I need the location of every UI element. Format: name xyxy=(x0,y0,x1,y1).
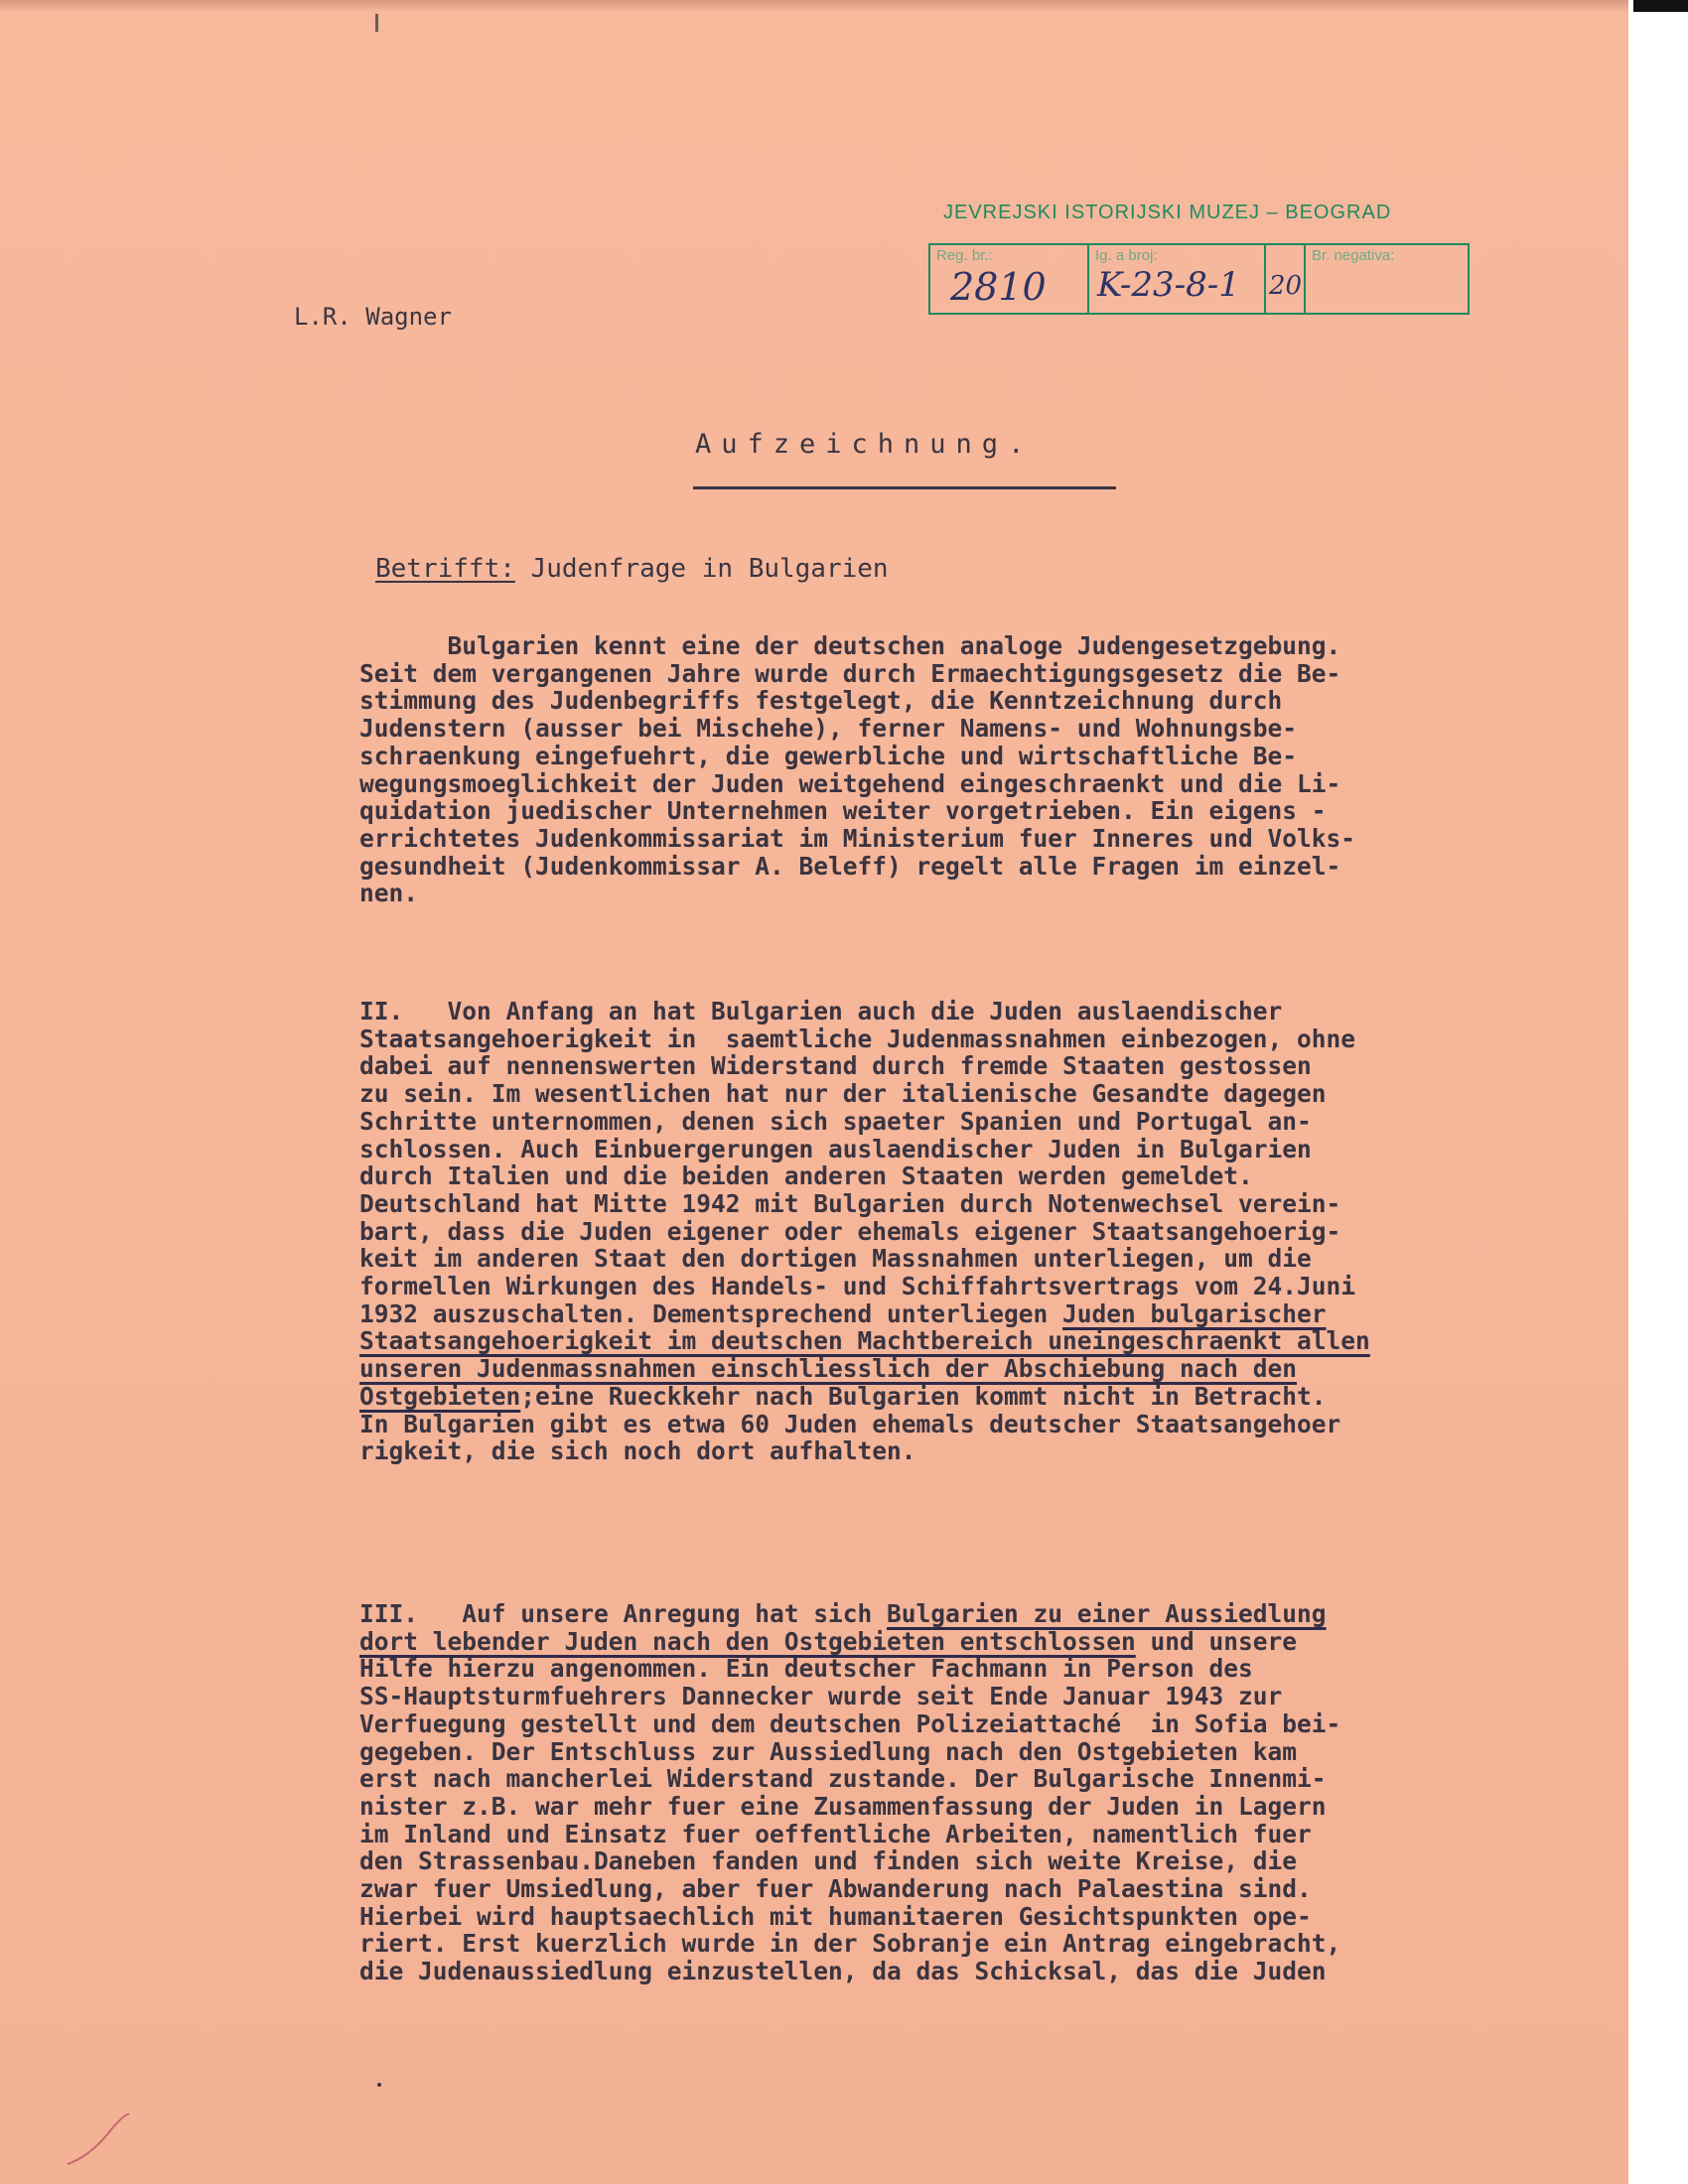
text-line xyxy=(359,1052,1551,1080)
stamp-value: 20 xyxy=(1269,271,1303,301)
text-line: stimmung des Judenbegriffs festgelegt, die Kenntzeichnung durch xyxy=(359,686,1283,716)
text-segment: III. Auf unsere Anregung hat sich xyxy=(359,1599,888,1628)
text-line: gesundheit (Judenkommissar A. Beleff) regelt alle Fragen im einzel- xyxy=(359,851,1341,881)
subject-line xyxy=(375,554,889,584)
text-line xyxy=(359,1190,1551,1218)
title-underline xyxy=(693,486,1116,489)
scan-corner-mark xyxy=(1633,0,1688,12)
text-line xyxy=(359,1710,1551,1738)
text-line xyxy=(359,1683,1551,1710)
text-line xyxy=(359,1628,1551,1656)
text-line xyxy=(359,1355,1551,1383)
text-segment: die Judenaussiedlung einzustellen, da das Schicksal, das die Juden xyxy=(359,1957,1327,1986)
text-segment: II. Von Anfang an hat Bulgarien auch die Juden auslaendischer xyxy=(359,997,1283,1025)
text-line xyxy=(359,1847,1551,1875)
ink-dot xyxy=(377,2083,381,2087)
text-line: wegungsmoeglichkeit der Juden weitgehend eingeschraenkt und die Li- xyxy=(359,768,1341,798)
text-segment: im Inland und Einsatz fuer oeffentliche Arbeiten, namentlich fuer xyxy=(359,1819,1312,1848)
text-segment: zu sein. Im wesentlichen hat nur der italienische Gesandte dagegen xyxy=(359,1079,1327,1109)
stamp-value: K-23-8-1 xyxy=(1097,265,1240,305)
underlined-text: Staatsangehoerigkeit im deutschen Machtbereich uneingeschraenkt allen xyxy=(359,1326,1370,1356)
stamp-cell-negative xyxy=(1306,245,1470,313)
text-line xyxy=(359,1411,1551,1438)
text-line xyxy=(359,998,1551,1025)
text-line xyxy=(359,1437,1551,1465)
text-line xyxy=(359,1821,1551,1848)
text-segment: Staatsangehoerigkeit in saemtliche Judenmassnahmen einbezogen, ohne xyxy=(359,1024,1356,1053)
text-segment: gegeben. Der Entschluss zur Aussiedlung nach den Ostgebieten kam xyxy=(359,1736,1298,1766)
text-line xyxy=(359,1958,1551,1985)
text-line: Bulgarien kennt eine der deutschen analoge Judengesetzgebung. xyxy=(359,631,1341,660)
paragraph-iii xyxy=(359,1600,1551,1985)
text-line: Seit dem vergangenen Jahre wurde durch Ermaechtigungsgesetz die Be- xyxy=(359,658,1341,688)
text-line: schraenkung eingefuehrt, die gewerbliche und wirtschaftliche Be- xyxy=(359,741,1298,770)
text-segment: keit im anderen Staat den dortigen Massnahmen unterliegen, um die xyxy=(359,1244,1312,1274)
text-line xyxy=(359,1903,1551,1931)
text-line xyxy=(359,1738,1551,1766)
subject-label: Betrifft: xyxy=(375,554,515,584)
text-line xyxy=(359,1080,1551,1108)
text-line xyxy=(359,1327,1551,1355)
margin-mark xyxy=(375,14,378,32)
text-line xyxy=(359,1655,1551,1683)
museum-stamp xyxy=(928,199,1475,323)
text-segment: Verfuegung gestellt und dem deutschen Polizeiattaché in Sofia bei- xyxy=(359,1708,1341,1738)
stamp-cell-number xyxy=(1266,245,1306,313)
text-segment: Schritte unternommen, denen sich spaeter Spanien und Portugal an- xyxy=(359,1106,1312,1136)
text-segment: nister z.B. war mehr fuer eine Zusammenfassung der Juden in Lagern xyxy=(359,1791,1327,1821)
underlined-text: Ostgebieten xyxy=(359,1381,521,1411)
text-segment: SS-Hauptsturmfuehrers Dannecker wurde seit Ende Januar 1943 zur xyxy=(359,1682,1283,1711)
subject-text: Judenfrage in Bulgarien xyxy=(514,554,889,584)
text-segment: Hilfe hierzu angenommen. Ein deutscher Fachmann in Person des xyxy=(359,1654,1253,1684)
underlined-text: Juden bulgarischer xyxy=(1062,1298,1327,1328)
stamp-label: Ig. a broj: xyxy=(1095,247,1158,264)
scan-margin xyxy=(1628,0,1688,2184)
text-segment: 1932 auszuschalten. Dementsprechend unterliegen xyxy=(359,1298,1063,1328)
text-line xyxy=(359,1108,1551,1136)
text-line xyxy=(359,1930,1551,1958)
stamp-label: Reg. br.: xyxy=(936,247,993,264)
top-edge-shadow xyxy=(0,0,1628,12)
text-line: Judenstern (ausser bei Mischehe), ferner Namens- und Wohnungsbe- xyxy=(359,714,1298,744)
text-line xyxy=(359,1273,1551,1300)
underlined-text: unseren Judenmassnahmen einschliesslich der Abschiebung nach den xyxy=(359,1354,1298,1384)
document-title: Aufzeichnung. xyxy=(695,429,1035,460)
text-line xyxy=(359,1245,1551,1273)
pen-mark xyxy=(60,2095,159,2174)
text-line xyxy=(359,1765,1551,1793)
text-line xyxy=(359,1383,1551,1411)
underlined-text: Bulgarien zu einer Aussiedlung xyxy=(887,1599,1327,1628)
text-segment: ;eine Rueckkehr nach Bulgarien kommt nicht in Betracht. xyxy=(520,1381,1327,1411)
text-line xyxy=(359,1136,1551,1163)
stamp-label: Br. negativa: xyxy=(1312,247,1395,264)
paragraph-intro xyxy=(359,632,1551,907)
stamp-box xyxy=(928,243,1470,315)
text-segment: In Bulgarien gibt es etwa 60 Juden ehemals deutscher Staatsangehoer xyxy=(359,1409,1341,1438)
paragraph-ii xyxy=(359,998,1551,1465)
text-line: nen. xyxy=(359,879,419,908)
text-segment: und unsere xyxy=(1135,1626,1298,1656)
text-segment: bart, dass die Juden eigener oder ehemals eigener Staatsangehoerig- xyxy=(359,1216,1341,1246)
text-segment: riert. Erst kuerzlich wurde in der Sobranje ein Antrag eingebracht, xyxy=(359,1929,1341,1959)
text-line xyxy=(359,1025,1551,1053)
author-line: L.R. Wagner xyxy=(294,303,452,331)
text-line xyxy=(359,1600,1551,1628)
text-segment: den Strassenbau.Daneben fanden und finden sich weite Kreise, die xyxy=(359,1846,1298,1876)
text-segment: dabei auf nennenswerten Widerstand durch fremde Staaten gestossen xyxy=(359,1051,1312,1081)
text-segment: zwar fuer Umsiedlung, aber fuer Abwanderung nach Palaestina sind. xyxy=(359,1874,1312,1904)
stamp-title: JEVREJSKI ISTORIJSKI MUZEJ – BEOGRAD xyxy=(943,202,1392,223)
text-segment: rigkeit, die sich noch dort aufhalten. xyxy=(359,1436,916,1466)
stamp-value: 2810 xyxy=(950,265,1047,309)
text-segment: Hierbei wird hauptsaechlich mit humanitaeren Gesichtspunkten ope- xyxy=(359,1901,1312,1931)
text-line: errichtetes Judenkommissariat im Ministerium fuer Inneres und Volks- xyxy=(359,823,1356,853)
text-line xyxy=(359,1875,1551,1903)
text-line xyxy=(359,1793,1551,1821)
text-line: quidation juedischer Unternehmen weiter vorgetrieben. Ein eigens - xyxy=(359,796,1327,826)
text-segment: durch Italien und die beiden anderen Staaten werden gemeldet. xyxy=(359,1161,1253,1191)
text-segment: erst nach mancherlei Widerstand zustande. Der Bulgarische Innenmi- xyxy=(359,1764,1327,1794)
text-segment: schlossen. Auch Einbuergerungen auslaendischer Juden in Bulgarien xyxy=(359,1134,1312,1163)
text-line xyxy=(359,1300,1551,1328)
text-segment: Deutschland hat Mitte 1942 mit Bulgarien durch Notenwechsel verein- xyxy=(359,1188,1341,1218)
stamp-cell-reg xyxy=(930,245,1089,313)
stamp-cell-inventory xyxy=(1089,245,1266,313)
text-line xyxy=(359,1162,1551,1190)
text-segment: formellen Wirkungen des Handels- und Schiffahrtsvertrags vom 24.Juni xyxy=(359,1272,1356,1301)
text-line xyxy=(359,1218,1551,1246)
underlined-text: dort lebender Juden nach den Ostgebieten entschlossen xyxy=(359,1626,1136,1656)
